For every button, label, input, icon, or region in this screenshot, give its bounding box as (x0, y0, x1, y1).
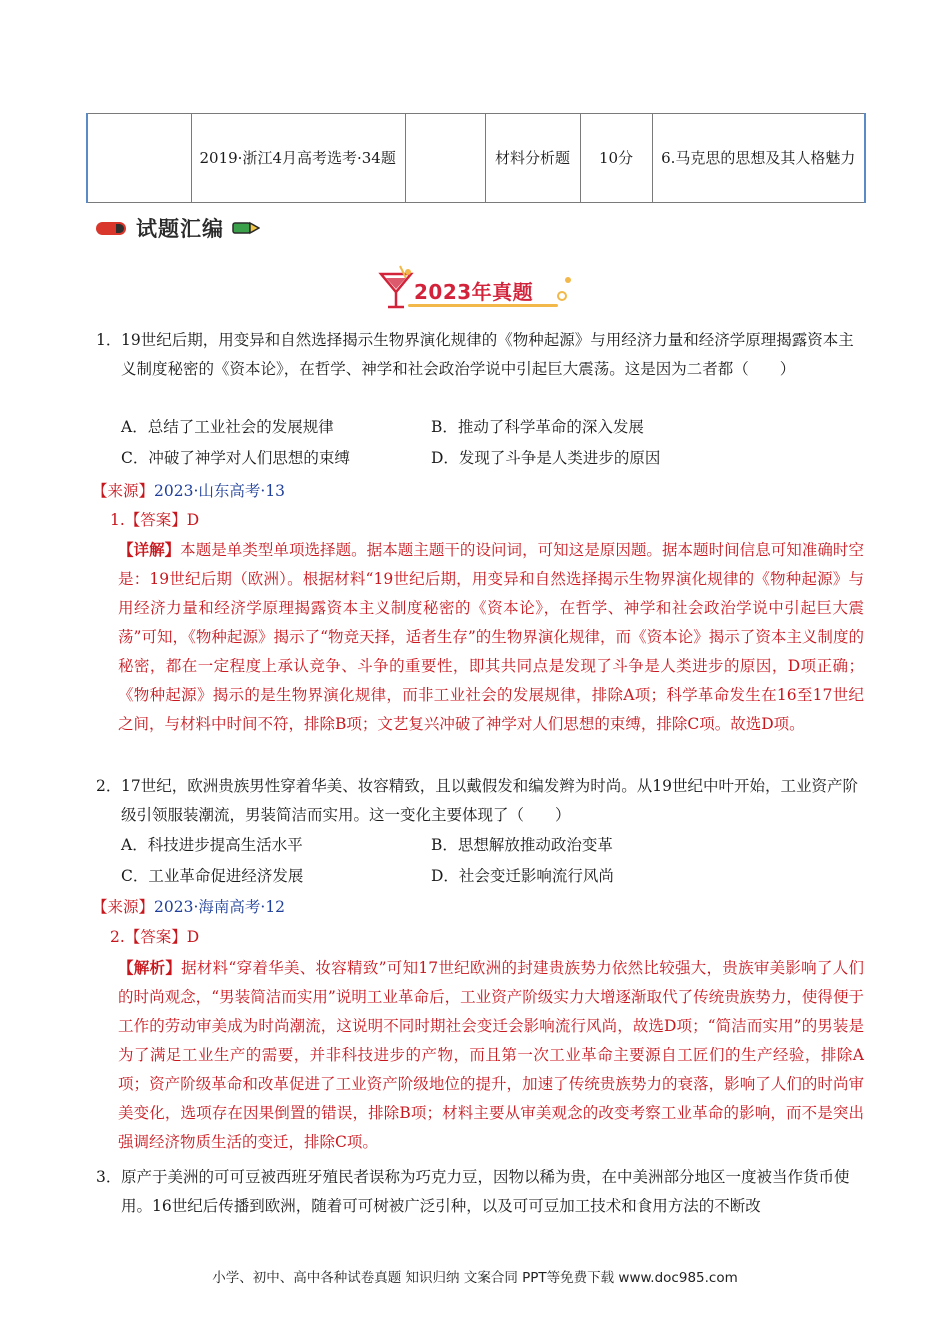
table-cell-source: 2019·浙江4月高考选考·34题 (191, 114, 405, 203)
option-b: B．思想解放推动政治变革 (431, 836, 613, 854)
explanation-label: 【详解】 (118, 540, 181, 559)
exam-info-table (86, 113, 866, 203)
answer-value: D (186, 511, 200, 529)
question-stem: 19世纪后期，用变异和自然选择揭示生物界演化规律的《物种起源》与用经济力量和经济学原理揭露资本主义制度秘密的《资本论》，在哲学、神学和社会政治学说中引起巨大震荡。这是因为二者都（ ） (121, 331, 854, 378)
option-d: D．发现了斗争是人类进步的原因 (431, 449, 661, 467)
option-a: A．科技进步提高生活水平 (121, 836, 303, 854)
question-number: 1． (96, 331, 122, 349)
answer-label: 2.【答案】 (110, 928, 187, 946)
question-2-options (121, 830, 721, 892)
source-text: 2023·山东高考·13 (154, 482, 286, 500)
section-banner (96, 214, 260, 242)
source-line (92, 477, 285, 505)
question-stem: 原产于美洲的可可豆被西班牙殖民者误称为巧克力豆，因物以稀为贵，在中美洲部分地区一度被当作货币使用。16世纪后传播到欧洲，随着可可树被广泛引种，以及可可豆加工技术和食用方法的不断改 (121, 1168, 850, 1215)
table-cell-topic: 6.马克思的思想及其人格魅力 (652, 114, 865, 203)
source-text: 2023·海南高考·12 (154, 898, 286, 916)
option-c: C．工业革命促进经济发展 (121, 867, 304, 885)
explanation-label: 【解析】 (118, 958, 182, 977)
question-number: 3． (96, 1168, 122, 1186)
question-number: 2． (96, 777, 122, 795)
question-stem: 17世纪，欧洲贵族男性穿着华美、妆容精致，且以戴假发和编发辫为时尚。从19世纪中叶开始，工业资产阶级引领服装潮流，男装简洁而实用。这一变化主要体现了（ ） (121, 777, 858, 824)
source-label: 【来源】 (92, 898, 155, 916)
question-3 (96, 1163, 864, 1221)
table-cell-empty (405, 114, 485, 203)
year-underline (408, 304, 558, 307)
explanation-text: 本题是单类型单项选择题。据本题主题干的设问词，可知这是原因题。据本题时间信息可知准确时空是：19世纪后期（欧洲）。根据材料“19世纪后期，用变异和自然选择揭示生物界演化规律的《物种起源》与用经济力量和经济学原理揭露资本主义制度秘密的《资本论》，在哲学、神学和社会政治学说中引起巨大震荡”可知，《物种起源》揭示了“物竞天择，适者生存”的生物界演化规律，而《资本论》揭示了资本主义制度的秘密，都在一定程度上承认竞争、斗争的重要性，即其共同点是发现了斗争是人类进步的原因，D项正确；《物种起源》揭示的是生物界演化规律，而非工业社会的发展规律，排除A项；科学革命发生在16至17世纪之间，与材料中时间不符，排除B项；文艺复兴冲破了神学对人们思想的束缚，排除C项。故选D项。 (118, 541, 864, 733)
source-label: 【来源】 (92, 482, 155, 500)
section-title: 试题汇编 (136, 217, 224, 241)
table-cell-score: 10分 (580, 114, 652, 203)
answer-line (110, 923, 199, 951)
source-line (92, 893, 285, 921)
option-d: D．社会变迁影响流行风尚 (431, 867, 614, 885)
option-c: C．冲破了神学对人们思想的束缚 (121, 449, 350, 467)
year-title: 2023年真题 (414, 280, 534, 304)
pencil-icon (232, 220, 260, 236)
option-a: A．总结了工业社会的发展规律 (121, 418, 334, 436)
question-1 (96, 326, 864, 384)
explanation (118, 953, 864, 1157)
explanation-text: 据材料“穿着华美、妆容精致”可知17世纪欧洲的封建贵族势力依然比较强大，贵族审美影响了人们的时尚观念，“男装简洁而实用”说明工业革命后，工业资产阶级实力大增逐渐取代了传统贵族势力，使得便于工作的劳动审美成为时尚潮流，这说明不同时期社会变迁会影响流行风尚，故选D项；“简洁而实用”的男装是为了满足工业生产的需要，并非科技进步的产物，而且第一次工业革命主要源自工匠们的生产经验，排除A项；资产阶级革命和改革促进了工业资产阶级地位的提升，加速了传统贵族势力的衰落，影响了人们的时尚审美变化，选项存在因果倒置的错误，排除B项；材料主要从审美观念的改变考察工业革命的影响，而不是突出强调经济物质生活的变迁，排除C项。 (118, 959, 864, 1151)
bubbles-icon (554, 274, 578, 304)
question-2 (96, 772, 864, 830)
page-footer: 小学、初中、高中各种试卷真题 知识归纳 文案合同 PPT等免费下载 www.doc985.com (212, 1270, 738, 1286)
answer-label: 1.【答案】 (110, 511, 187, 529)
explanation (118, 535, 864, 739)
table-cell-type: 材料分析题 (485, 114, 580, 203)
answer-value: D (186, 928, 200, 946)
table-cell-empty (87, 114, 191, 203)
table-row (87, 114, 865, 203)
option-b: B．推动了科学革命的深入发展 (431, 418, 644, 436)
pill-icon (96, 222, 126, 235)
answer-line (110, 506, 199, 534)
year-badge (378, 262, 578, 312)
question-1-options (121, 412, 721, 474)
